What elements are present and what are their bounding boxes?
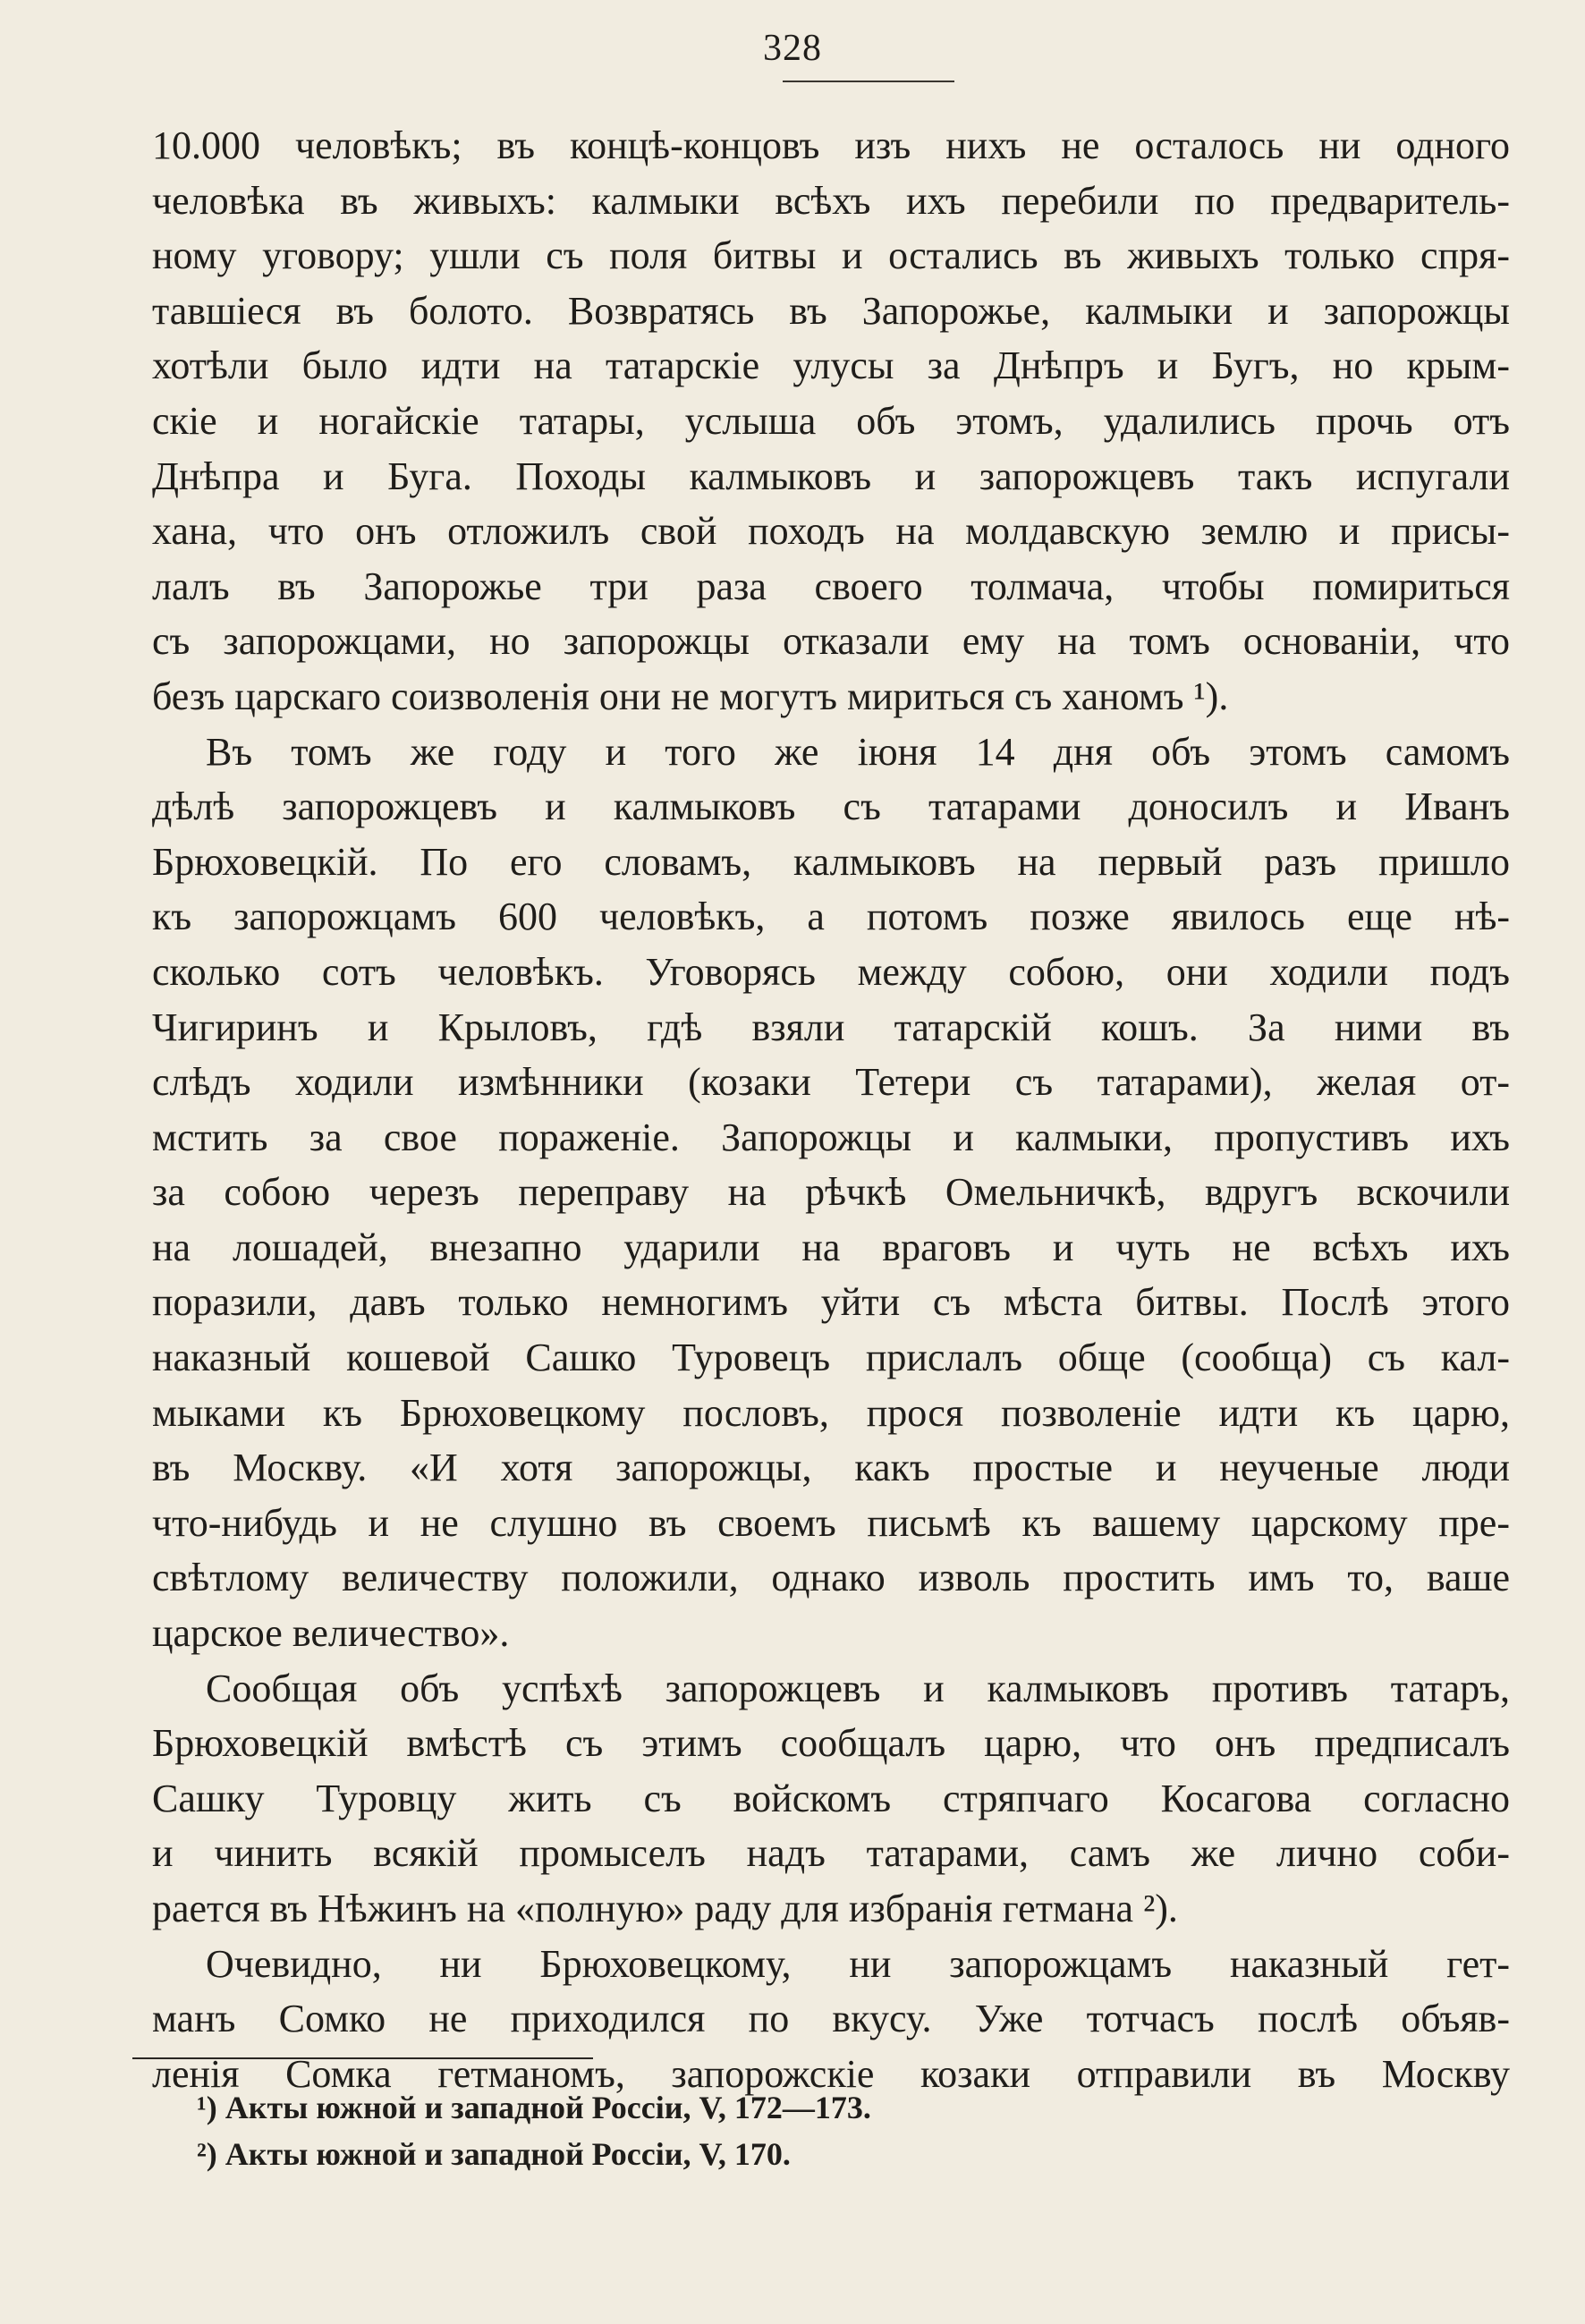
text-line: что-нибудь и не слушно въ своемъ письмѣ къ вашему царскому пре- [152,1500,1510,1545]
text-line: и чинить всякій промыселъ надъ татарами, самъ же лично соби- [152,1831,1510,1876]
text-line: Брюховецкій. По его словамъ, калмыковъ на первый разъ пришло [152,839,1510,884]
text-line: Чигиринъ и Крыловъ, гдѣ взяли татарскій кошъ. За ними въ [152,1005,1510,1049]
text-line: Въ томъ же году и того же іюня 14 дня объ этомъ самомъ [206,729,1510,774]
text-line: хана, что онъ отложилъ свой походъ на молдавскую землю и присы- [152,509,1510,554]
text-line: Очевидно, ни Брюховецкому, ни запорожцамъ наказный гет- [206,1941,1510,1986]
footnote [197,2084,1270,2131]
text-line: въ Москву. «И хотя запорожцы, какъ простые и неученые люди [152,1446,1510,1490]
text-line: 10.000 человѣкъ; въ концѣ-концовъ изъ нихъ не осталось ни одного [152,123,1510,167]
header-rule [783,81,954,82]
text-line: хотѣли было идти на татарскіе улусы за Днѣпръ и Бугъ, но крым- [152,344,1510,388]
text-line: за собою черезъ переправу на рѣчкѣ Омельничкѣ, вдругъ вскочили [152,1170,1510,1215]
text-line: тавшіеся въ болото. Возвратясь въ Запорожье, калмыки и запорожцы [152,288,1510,333]
text-line: мыками къ Брюховецкому пословъ, прося позволеніе идти къ царю, [152,1390,1510,1435]
text-line: съ запорожцами, но запорожцы отказали ему на томъ основаніи, что [152,619,1510,664]
footnote-mark: ¹) [197,2090,217,2125]
text-line: дѣлѣ запорожцевъ и калмыковъ съ татарами доносилъ и Иванъ [152,785,1510,829]
footnotes [197,2084,1270,2177]
footnote-rule [132,2057,593,2059]
text-line: наказный кошевой Сашко Туровецъ прислалъ обще (сообща) съ кал- [152,1336,1510,1380]
text-line: рается въ Нѣжинъ на «полную» раду для избранія гетмана ²). [152,1887,1178,1930]
text-line: сколько сотъ человѣкъ. Уговорясь между собою, они ходили подъ [152,949,1510,994]
text-line: поразили, давъ только немногимъ уйти съ мѣста битвы. Послѣ этого [152,1280,1510,1325]
footnote-mark: ²) [197,2136,217,2172]
footnote-text: Акты южной и западной Россіи, V, 172—173. [225,2090,871,2125]
text-line: царское величество». [152,1611,510,1656]
text-line: безъ царскаго соизволенія они не могутъ мириться съ ханомъ ¹). [152,674,1229,718]
text-line: скіе и ногайскіе татары, услыша объ этомъ, удалились прочь отъ [152,398,1510,443]
page-number: 328 [763,28,822,69]
text-line: на лошадей, внезапно ударили на враговъ и чуть не всѣхъ ихъ [152,1225,1510,1269]
text-line: Сообщая объ успѣхѣ запорожцевъ и калмыковъ противъ татаръ, [206,1666,1510,1710]
text-line: Днѣпра и Буга. Походы калмыковъ и запорожцевъ такъ испугали [152,454,1510,498]
text-line: ному уговору; ушли съ поля битвы и остались въ живыхъ только спря- [152,233,1510,278]
text-line: слѣдъ ходили измѣнники (козаки Тетери съ татарами), желая от- [152,1060,1510,1105]
body-text [152,118,1510,2101]
text-line: Сашку Туровцу жить съ войскомъ стряпчаго Косагова согласно [152,1776,1510,1820]
footnote [197,2131,1270,2177]
text-line: Брюховецкій вмѣстѣ съ этимъ сообщалъ царю, что онъ предписалъ [152,1721,1510,1766]
footnote-text: Акты южной и западной Россіи, V, 170. [225,2136,791,2172]
text-line: человѣка въ живыхъ: калмыки всѣхъ ихъ перебили по предваритель- [152,178,1510,223]
text-line: свѣтлому величеству положили, однако изволь простить имъ то, ваше [152,1556,1510,1600]
text-line: мстить за свое пораженіе. Запорожцы и калмыки, пропустивъ ихъ [152,1115,1510,1159]
text-line: лалъ въ Запорожье три раза своего толмача, чтобы помириться [152,564,1510,608]
text-line: манъ Сомко не приходился по вкусу. Уже тотчасъ послѣ объяв- [152,1997,1510,2041]
text-line: къ запорожцамъ 600 человѣкъ, а потомъ позже явилось еще нѣ- [152,895,1510,939]
text-line: ленія Сомка гетманомъ, запорожскіе козаки отправили въ Москву [152,2051,1510,2096]
